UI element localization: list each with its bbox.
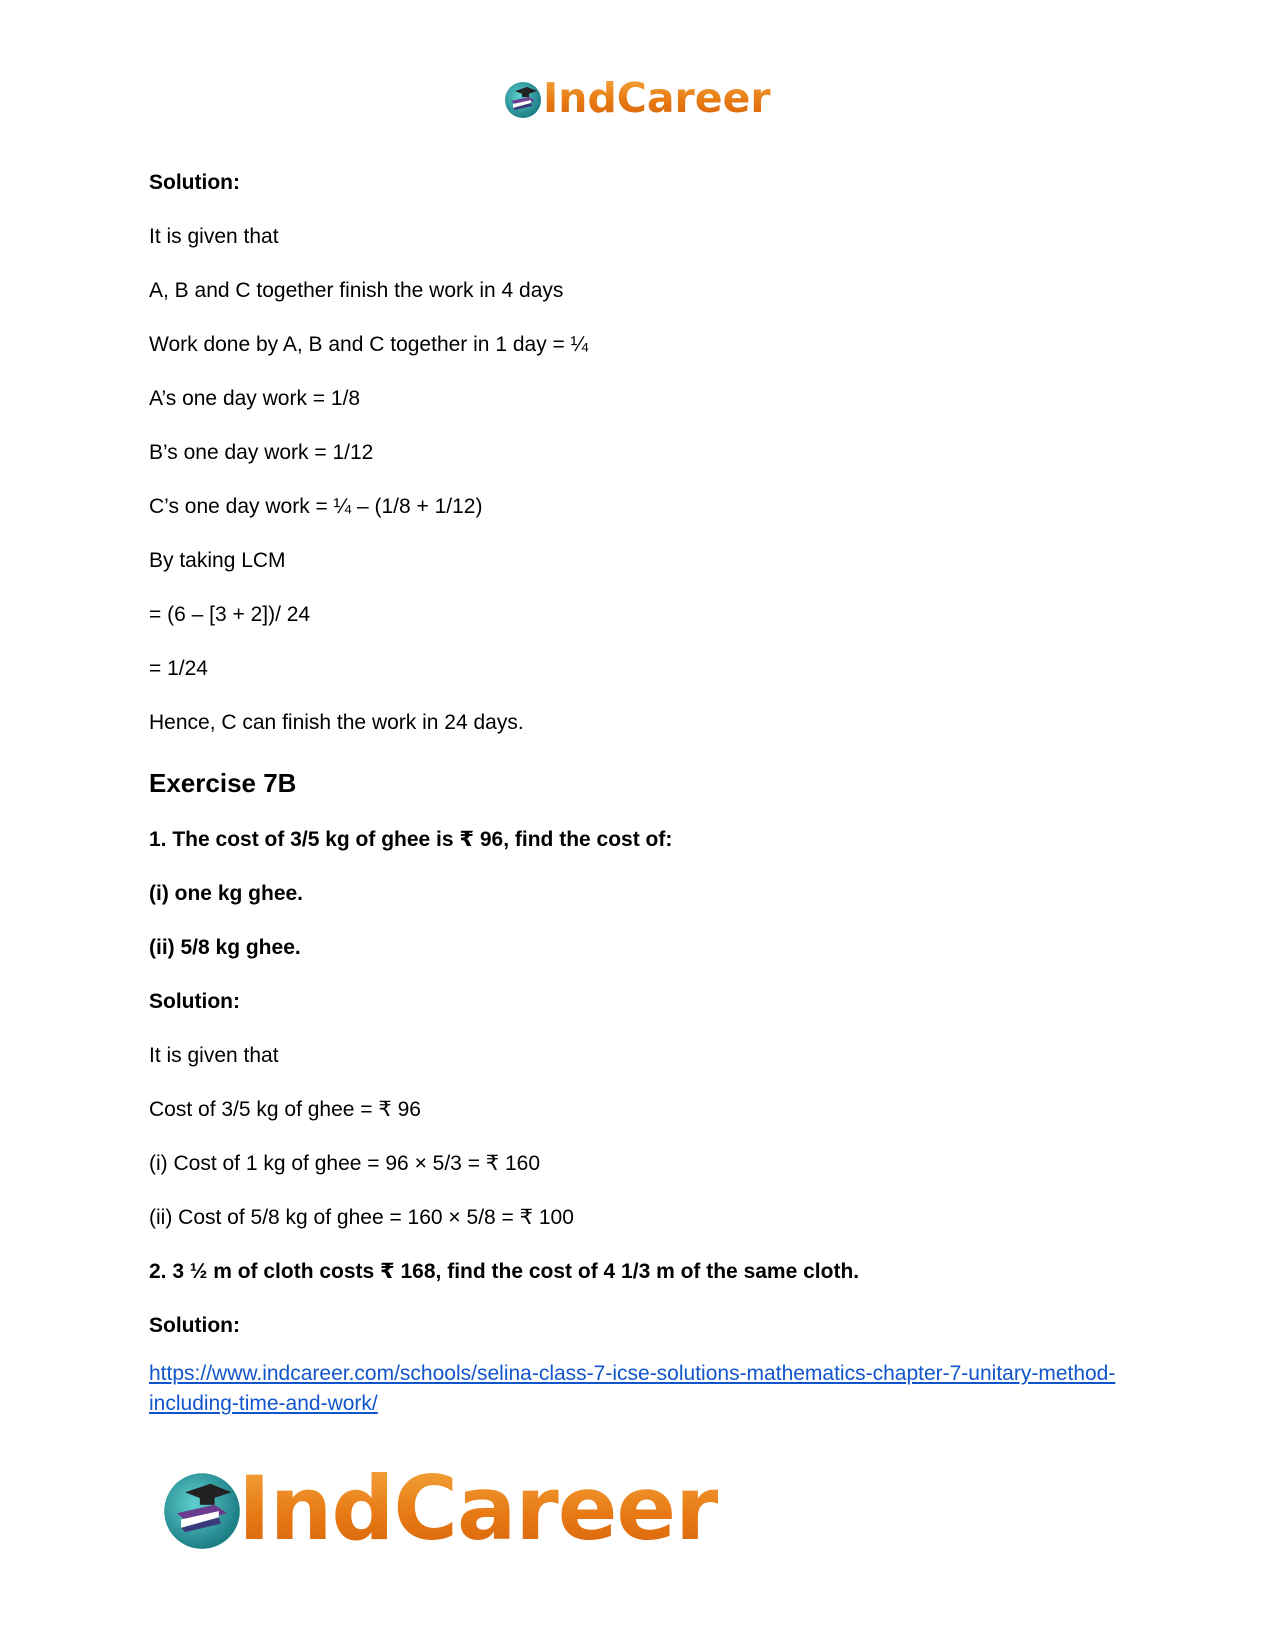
text-line: It is given that [149,1044,279,1067]
text-line: It is given that [149,225,279,248]
solution-label: Solution: [149,171,240,194]
question-text: 2. 3 ½ m of cloth costs ₹ 168, find the cost of 4 1/3 m of the same cloth. [149,1260,860,1283]
text-line: B’s one day work = 1/12 [149,441,374,464]
footer-logo [160,1457,718,1560]
text-line: Cost of 3/5 kg of ghee = ₹ 96 [149,1098,421,1121]
solution-label: Solution: [149,1314,240,1337]
graduation-book-globe-icon [160,1467,244,1551]
brand-name: IndCareer [543,74,771,122]
text-line: Hence, C can finish the work in 24 days. [149,711,524,734]
solution-label: Solution: [149,990,240,1013]
question-part: (ii) 5/8 kg ghee. [149,936,301,959]
question-part: (i) one kg ghee. [149,882,304,905]
text-line: A, B and C together finish the work in 4 days [149,279,564,302]
text-line: = (6 – [3 + 2])/ 24 [149,603,311,626]
graduation-book-globe-icon [503,79,543,119]
source-link[interactable]: https://www.indcareer.com/schools/selina-class-7-icse-solutions-mathematics-chapter-7-unitary-method-including-time-and-work/ [149,1362,1116,1415]
section-heading: Exercise 7B [149,768,297,798]
text-line: (i) Cost of 1 kg of ghee = 96 × 5/3 = ₹ 160 [149,1152,541,1175]
text-line: By taking LCM [149,549,286,572]
brand-name: IndCareer [238,1457,718,1560]
header-logo [503,74,771,122]
question-text: 1. The cost of 3/5 kg of ghee is ₹ 96, find the cost of: [149,828,673,851]
text-line: = 1/24 [149,657,208,680]
text-line: C’s one day work = ¼ – (1/8 + 1/12) [149,495,483,518]
text-line: A’s one day work = 1/8 [149,387,361,410]
text-line: Work done by A, B and C together in 1 day = ¼ [149,333,589,356]
text-line: (ii) Cost of 5/8 kg of ghee = 160 × 5/8 = ₹ 100 [149,1206,574,1229]
